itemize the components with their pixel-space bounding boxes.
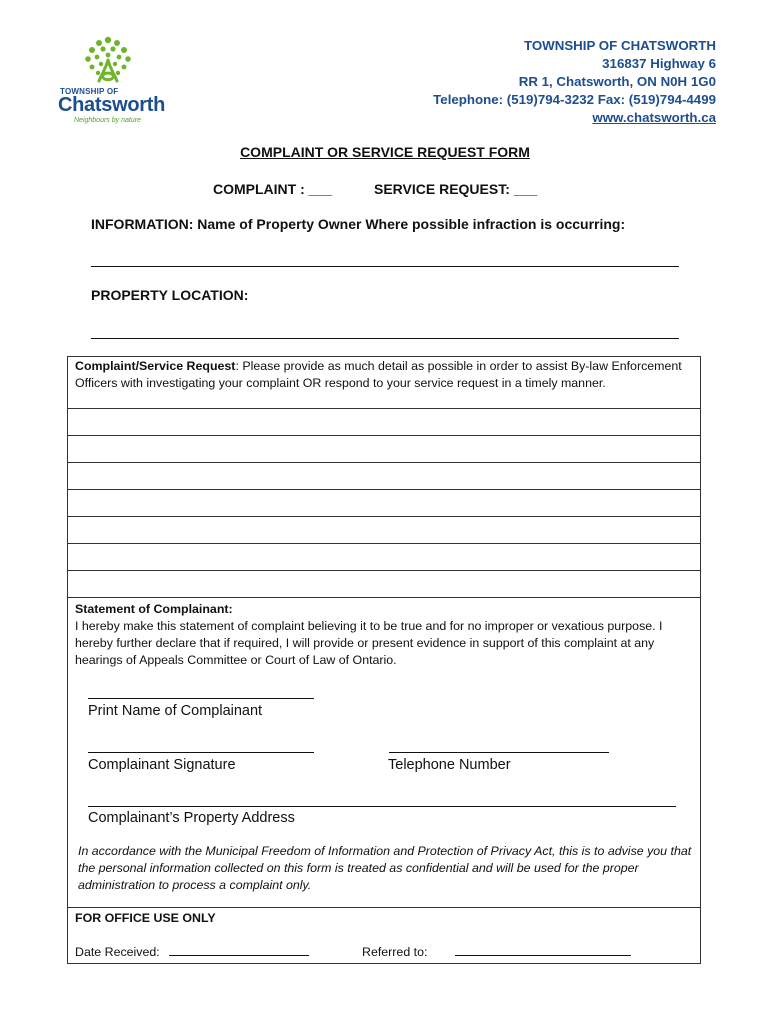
request-instructions: : Please provide as much detail as possible in order to assist By-law Enforcement Officers with investigating your complaint OR respond to your service request in a timely manner. [75,359,682,390]
complaint-checkbox-label[interactable]: COMPLAINT : ___ [213,181,333,197]
telephone-label: Telephone Number [388,757,511,773]
service-request-checkbox-label[interactable]: SERVICE REQUEST: ___ [374,181,538,197]
office-divider [68,907,700,908]
print-name-label: Print Name of Complainant [88,703,263,719]
logo-tagline: Neighbours by nature [74,117,141,124]
website-link[interactable]: www.chatsworth.ca [592,110,716,125]
request-detail-line-7[interactable] [68,570,700,598]
form-title: COMPLAINT OR SERVICE REQUEST FORM [240,144,530,160]
header-address-line2: RR 1, Chatsworth, ON N0H 1G0 [518,74,716,89]
request-detail-line-6[interactable] [68,543,700,571]
date-received-label: Date Received: [75,945,160,959]
statement-divider [68,597,700,598]
header-township-name: TOWNSHIP OF CHATSWORTH [523,38,716,53]
owner-info-label: INFORMATION: Name of Property Owner Where possible infraction is occurring: [91,216,626,232]
signature-field[interactable] [88,752,314,753]
header-address-line1: 316837 Highway 6 [602,56,716,71]
referred-to-field[interactable] [455,943,631,956]
statement-heading: Statement of Complainant: [75,602,233,616]
property-location-field[interactable] [91,338,679,339]
referred-to-row [362,943,631,959]
print-name-field[interactable] [88,698,314,699]
request-detail-line-2[interactable] [68,435,700,463]
statement-block [75,601,695,669]
property-location-label: PROPERTY LOCATION: [91,287,249,303]
logo-name: Chatsworth [58,94,166,116]
property-address-field[interactable] [88,806,676,807]
request-detail-line-1[interactable] [68,408,700,436]
referred-to-label: Referred to: [362,945,428,959]
signature-label: Complainant Signature [88,757,236,773]
request-heading: Complaint/Service Request [75,359,236,373]
request-detail-line-5[interactable] [68,516,700,544]
privacy-notice: In accordance with the Municipal Freedom of Information and Protection of Privacy Act, this is to advise you that the personal information collected on this form is treated as confidential and will be used for the proper administration to process a complaint only. [78,844,692,892]
property-address-label: Complainant’s Property Address [88,810,295,826]
office-use-heading: FOR OFFICE USE ONLY [75,911,216,925]
request-detail-line-4[interactable] [68,489,700,517]
logo-small-text: TOWNSHIP OF [60,87,119,96]
date-received-row [75,943,309,959]
statement-text: I hereby make this statement of complaint believing it to be true and for no improper or vexatious purpose. I hereby further declare that if required, I will provide or present evidence in support of this complaint at any hearings of Appeals Committee or Court of Law of Ontario. [75,619,663,667]
date-received-field[interactable] [169,943,309,956]
header-website-wrap [592,109,716,127]
request-detail-line-3[interactable] [68,462,700,490]
owner-name-field[interactable] [91,266,679,267]
header-phone-fax: Telephone: (519)794-3232 Fax: (519)794-4499 [433,92,716,107]
request-description [75,358,695,391]
telephone-field[interactable] [389,752,609,753]
